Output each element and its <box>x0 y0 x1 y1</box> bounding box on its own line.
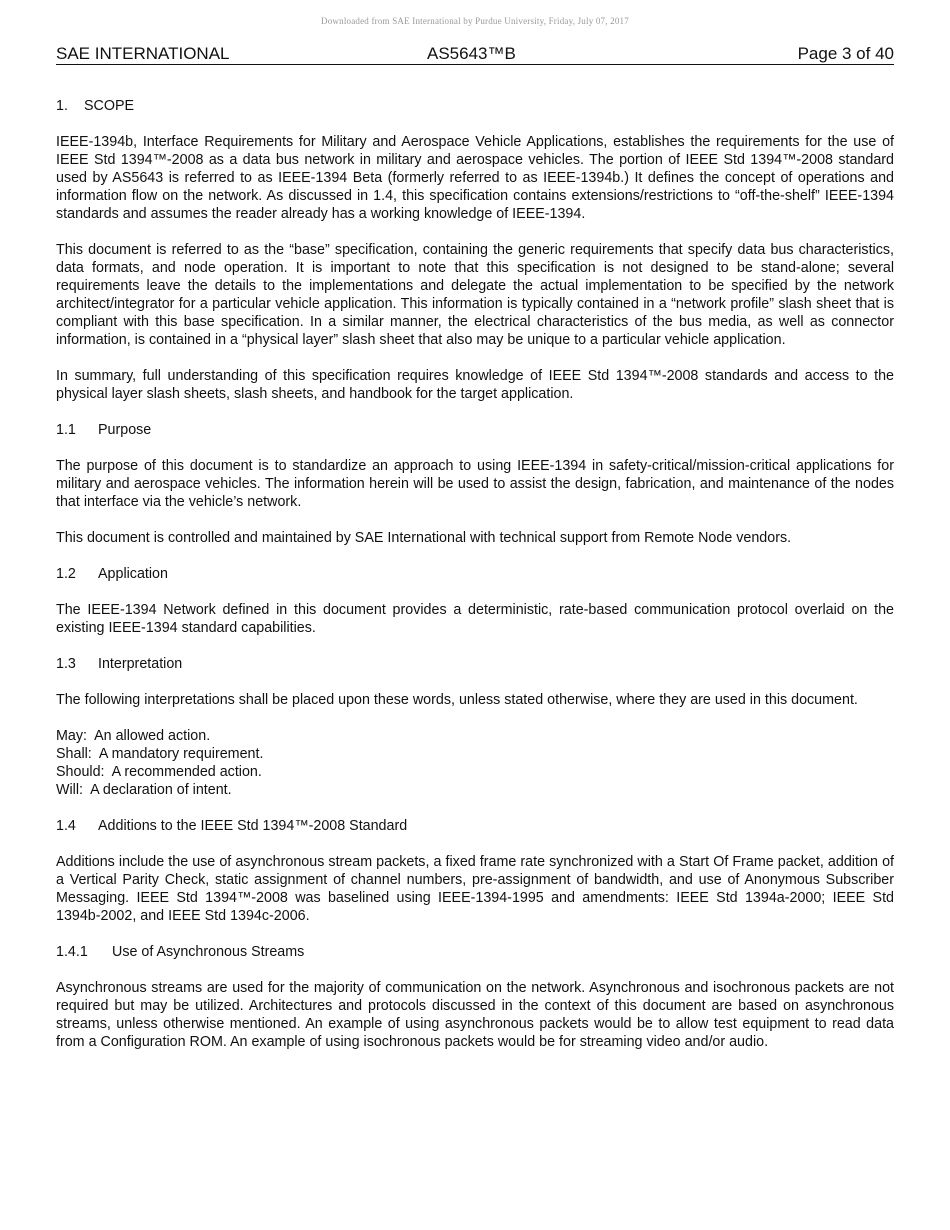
section-number: 1.4.1 <box>56 944 88 960</box>
list-item: Shall: A mandatory requirement. <box>56 746 264 762</box>
application-paragraph-1: The IEEE-1394 Network defined in this document provides a deterministic, rate-based communication protocol overlaid on the existing IEEE-1394 standard capabilities. <box>56 602 894 636</box>
purpose-paragraph-2: This document is controlled and maintained by SAE International with technical support from Remote Node vendors. <box>56 530 792 546</box>
section-title: Purpose <box>98 422 152 438</box>
header-organization: SAE INTERNATIONAL <box>56 44 230 63</box>
section-heading-interpretation <box>56 655 894 673</box>
list-item: Should: A recommended action. <box>56 764 262 780</box>
section-number: 1.3 <box>56 656 76 672</box>
document-body <box>56 97 894 1069</box>
additions-paragraph-1: Additions include the use of asynchronous stream packets, a fixed frame rate synchronized with a Start Of Frame packet, addition of a Vertical Parity Check, static assignment of channel numbers, pre-assignment of bandwidth, and use of Anonymous Subscriber Messaging. IEEE Std 1394™-2008 was baselined using IEEE-1394-1995 and amendments: IEEE Std 1394a-2000; IEEE Std 1394b-2002, and IEEE Std 1394c-2006. <box>56 854 894 924</box>
section-title: Interpretation <box>98 656 183 672</box>
purpose-paragraph-1: The purpose of this document is to standardize an approach to using IEEE-1394 in safety-critical/mission-critical applications for military and aerospace vehicles. The information herein will be used to assist the design, fabrication, and maintenance of the nodes that interface via the vehicle’s network. <box>56 458 894 510</box>
section-title: Additions to the IEEE Std 1394™-2008 Standard <box>98 818 408 834</box>
section-heading-scope <box>56 97 894 115</box>
download-watermark: Downloaded from SAE International by Purdue University, Friday, July 07, 2017 <box>321 16 629 26</box>
header-page-number: Page 3 of 40 <box>797 44 894 63</box>
async-streams-paragraph-1: Asynchronous streams are used for the majority of communication on the network. Asynchronous and isochronous packets are not required but may be utilized. Architectures and protocols discussed in the context of this document are based on asynchronous streams, unless otherwise mentioned. An example of using asynchronous packets would be to allow test equipment to read data from a Configuration ROM. An example of using isochronous packets would be for streaming video and/or audio. <box>56 980 894 1050</box>
section-title: SCOPE <box>84 98 135 114</box>
section-title: Application <box>98 566 168 582</box>
scope-paragraph-2: This document is referred to as the “base” specification, containing the generic requirements that specify data bus characteristics, data formats, and node operation. It is important to note that this specification is not designed to be stand-alone; several requirements leave the details to the implementations and delegate the actual implementation to be specified by the network architect/integrator for a particular vehicle application. This information is typically contained in a “network profile” slash sheet that is compliant with this base specification. In a similar manner, the electrical characteristics of the bus media, as well as connector information, is contained in a “physical layer” slash sheet that also may be unique to a particular vehicle application. <box>56 242 894 348</box>
section-number: 1. <box>56 98 68 114</box>
section-heading-async-streams <box>56 943 894 961</box>
section-heading-additions <box>56 817 894 835</box>
section-heading-purpose <box>56 421 894 439</box>
list-item: Will: A declaration of intent. <box>56 782 232 798</box>
section-number: 1.4 <box>56 818 76 834</box>
interpretation-list <box>56 727 894 799</box>
list-item: May: An allowed action. <box>56 728 211 744</box>
section-number: 1.2 <box>56 566 76 582</box>
page-header <box>56 44 894 65</box>
header-document-id: AS5643™B <box>427 44 516 63</box>
section-title: Use of Asynchronous Streams <box>112 944 305 960</box>
scope-paragraph-3: In summary, full understanding of this specification requires knowledge of IEEE Std 1394™-2008 standards and access to the physical layer slash sheets, slash sheets, and handbook for the target application. <box>56 368 894 402</box>
interpretation-paragraph-1: The following interpretations shall be placed upon these words, unless stated otherwise, where they are used in this document. <box>56 692 858 708</box>
scope-paragraph-1: IEEE-1394b, Interface Requirements for Military and Aerospace Vehicle Applications, establishes the requirements for the use of IEEE Std 1394™-2008 as a data bus network in military and aerospace vehicles. The portion of IEEE Std 1394™-2008 standard used by AS5643 is referred to as IEEE-1394 Beta (formerly referred to as IEEE-1394b.) It defines the concept of operations and information flow on the network. As discussed in 1.4, this specification contains extensions/restrictions to “off-the-shelf” IEEE-1394 standards and assumes the reader already has a working knowledge of IEEE-1394. <box>56 134 894 222</box>
section-number: 1.1 <box>56 422 76 438</box>
section-heading-application <box>56 565 894 583</box>
